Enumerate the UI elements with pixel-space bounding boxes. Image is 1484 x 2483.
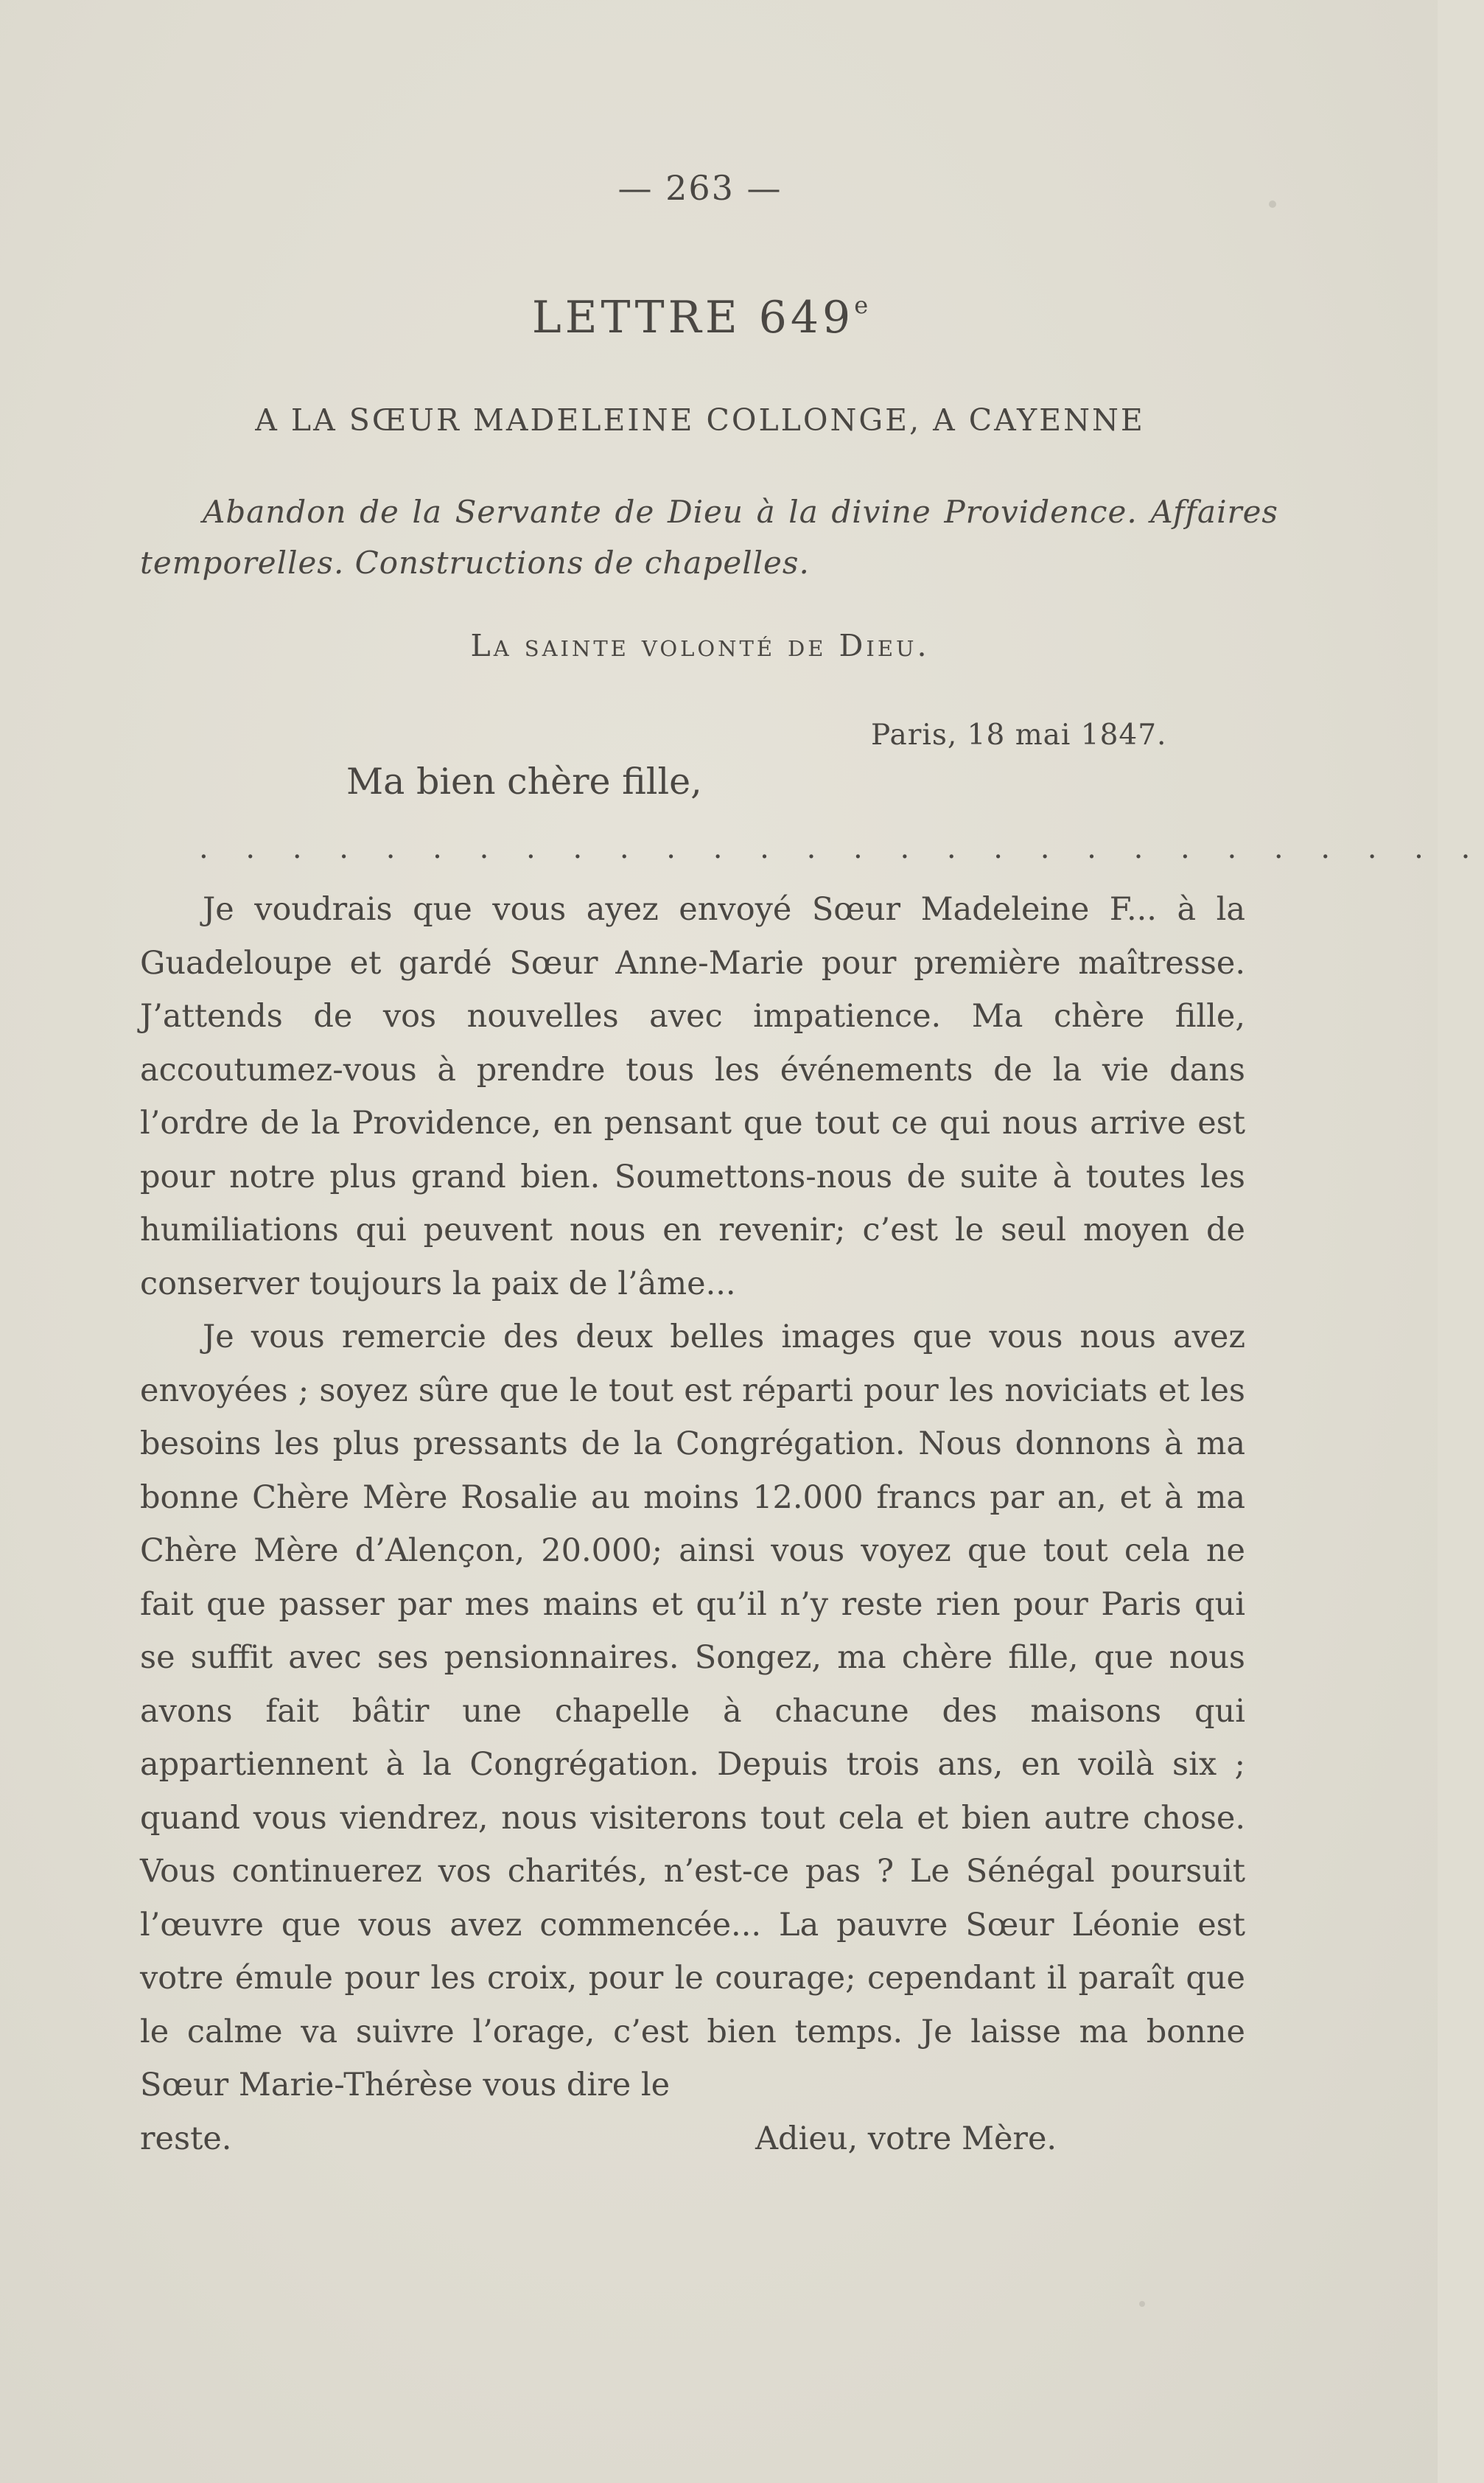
motto: La sainte volonté de Dieu.: [470, 628, 930, 663]
paper-speck: [1139, 2301, 1145, 2307]
letter-summary: [140, 486, 1278, 588]
letter-title: [0, 291, 1400, 343]
summary-line-2: temporelles. Constructions de chapelles.: [140, 545, 810, 581]
ellipsis-line: . . . . . . . . . . . . . . . . . . . . . . . . . . . .: [199, 831, 1484, 865]
page-number: — 263 —: [617, 168, 783, 208]
summary-line-1: Abandon de la Servante de Dieu à la divine Providence. Affaires: [203, 494, 1278, 530]
closing-line: [140, 2112, 1245, 2166]
closing-signature: Adieu, votre Mère.: [755, 2120, 1057, 2157]
letter-body: [140, 883, 1245, 2165]
letter-title-superscript: e: [854, 291, 869, 319]
closing-last-word: reste.: [140, 2120, 232, 2157]
paragraph-2: Je vous remercie des deux belles images que vous nous avez envoyées ; soyez sûre que le tout est réparti pour les noviciats et les besoins les plus pressants de la Congrégation. Nous donnons à ma bonne Chère Mère Rosalie au moins 12.000 francs par an, et à ma Chère Mère d’Alençon, 20.000; ainsi vous voyez que tout cela ne fait que passer par mes mains et qu’il n’y reste rien pour Paris qui se suffit avec ses pensionnaires. Songez, ma chère fille, que nous avons fait bâtir une chapelle à chacune des maisons qui appartiennent à la Congrégation. Depuis trois ans, en voilà six ; quand vous viendrez, nous visiterons tout cela et bien autre chose. Vous continuerez vos charités, n’est-ce pas ? Le Sénégal poursuit l’œuvre que vous avez commencée... La pauvre Sœur Léonie est votre émule pour les croix, pour le courage; cependant il paraît que le calme va suivre l’orage, c’est bien temps. Je laisse ma bonne Sœur Marie-Thérèse vous dire le: [140, 1319, 1245, 2103]
dateline: Paris, 18 mai 1847.: [871, 719, 1167, 752]
paper-speck: [1269, 200, 1276, 208]
recipient-heading: A LA SŒUR MADELEINE COLLONGE, A CAYENNE: [255, 402, 1145, 438]
paragraph-1: Je voudrais que vous ayez envoyé Sœur Madeleine F... à la Guadeloupe et gardé Sœur Anne-Marie pour première maîtresse. J’attends de vos nouvelles avec impatience. Ma chère fille, accoutumez-vous à prendre tous les événements de la vie dans l’ordre de la Providence, en pensant que tout ce qui nous arrive est pour notre plus grand bien. Soumettons-nous de suite à toutes les humiliations qui peuvent nous en revenir; c’est le seul moyen de conserver toujours la paix de l’âme...: [140, 891, 1245, 1302]
letter-title-text: LETTRE 649: [531, 292, 855, 343]
salutation: Ma bien chère fille,: [346, 761, 702, 803]
